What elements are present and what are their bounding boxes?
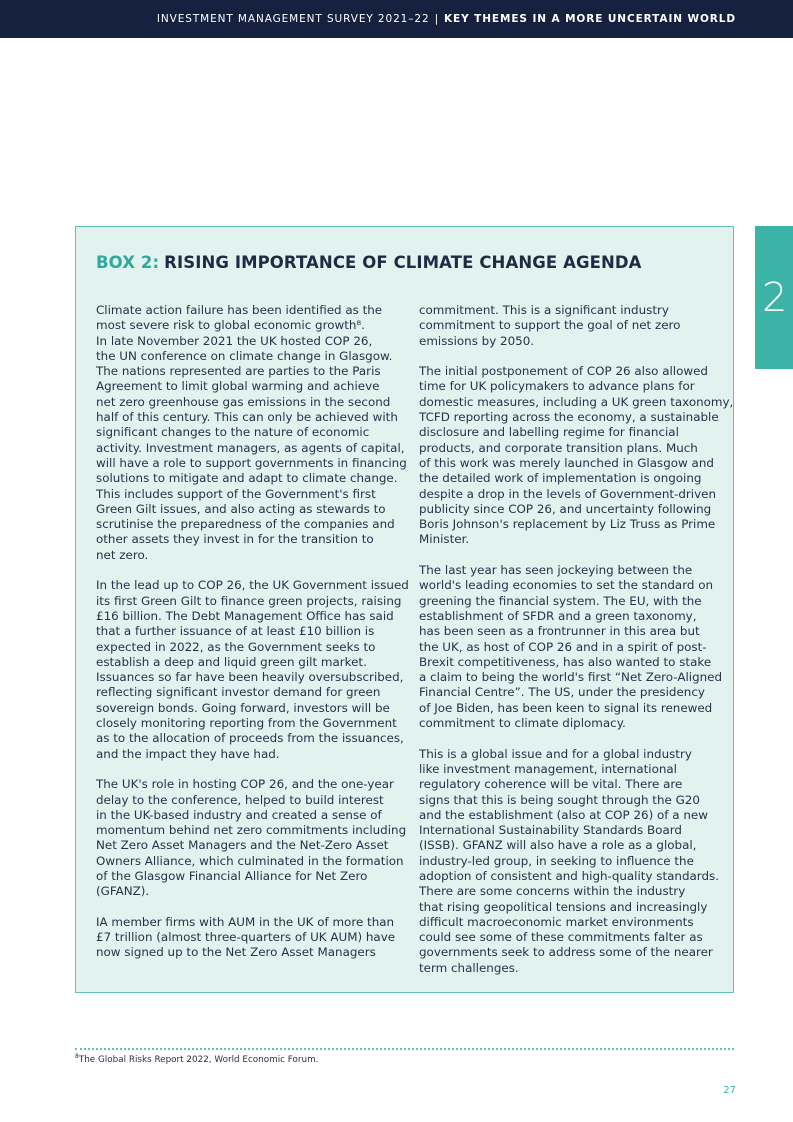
- left-column: [96, 303, 414, 976]
- text-line: expected in 2022, as the Government seeks to: [96, 639, 376, 654]
- text-line: This includes support of the Government's first: [96, 486, 376, 501]
- box-heading: RISING IMPORTANCE OF CLIMATE CHANGE AGENDA: [164, 253, 642, 272]
- text-line: the detailed work of implementation is ongoing: [419, 471, 702, 486]
- theme-title: KEY THEMES IN A MORE UNCERTAIN WORLD: [444, 13, 736, 25]
- text-line: a claim to being the world's first “Net Zero-Aligned: [419, 670, 723, 685]
- text-line: in the UK-based industry and created a sense of: [96, 807, 382, 822]
- text-line: IA member firms with AUM in the UK of more than: [96, 914, 395, 929]
- text-line: establish a deep and liquid green gilt market.: [96, 654, 367, 669]
- text-line: Issuances so far have been heavily oversubscribed,: [96, 670, 404, 685]
- text-line: sovereign bonds. Going forward, investors will be: [96, 700, 390, 715]
- text-line: The UK's role in hosting COP 26, and the one-year: [96, 777, 394, 792]
- right-column: [419, 303, 734, 991]
- text-line: Green Gilt issues, and also acting as stewards to: [96, 501, 386, 516]
- text-line: its first Green Gilt to finance green projects, raising: [96, 593, 402, 608]
- text-line: most severe risk to global economic growth⁸.: [96, 318, 365, 333]
- text-line: governments seek to address some of the nearer: [419, 945, 713, 960]
- text-line: The nations represented are parties to the Paris: [96, 364, 381, 379]
- text-line: The last year has seen jockeying between the: [419, 563, 693, 578]
- text-line: emissions by 2050.: [419, 333, 535, 348]
- text-line: products, and corporate transition plans. Much: [419, 440, 698, 455]
- section-number: 2: [762, 275, 788, 321]
- text-line: greening the financial system. The EU, with the: [419, 593, 702, 608]
- text-line: There are some concerns within the industry: [419, 884, 686, 899]
- text-line: now signed up to the Net Zero Asset Managers: [96, 945, 376, 960]
- text-line: (GFANZ).: [96, 884, 150, 899]
- text-line: net zero greenhouse gas emissions in the second: [96, 394, 391, 409]
- text-line: industry-led group, in seeking to influence the: [419, 853, 694, 868]
- text-line: TCFD reporting across the economy, a sustainable: [419, 410, 719, 425]
- text-line: like investment management, international: [419, 761, 677, 776]
- text-line: commitment. This is a significant industry: [419, 303, 669, 317]
- text-line: Brexit competitiveness, has also wanted to stake: [419, 654, 712, 669]
- text-line: as to the allocation of proceeds from the issuances,: [96, 731, 404, 746]
- paragraph: [419, 364, 734, 548]
- footnote-marker: 8: [75, 1053, 79, 1060]
- box-title: [96, 253, 642, 272]
- footnote: [75, 1053, 318, 1065]
- paragraph: [96, 777, 414, 899]
- text-line: of this work was merely launched in Glasgow and: [419, 455, 714, 470]
- survey-title: INVESTMENT MANAGEMENT SURVEY 2021–22: [156, 13, 430, 25]
- text-line: time for UK policymakers to advance plans for: [419, 379, 695, 394]
- text-line: and the impact they have had.: [96, 746, 280, 761]
- text-line: adoption of consistent and high-quality standards.: [419, 868, 719, 883]
- text-line: significant changes to the nature of economic: [96, 425, 370, 440]
- text-line: the UK, as host of COP 26 and in a spirit of post-: [419, 639, 707, 654]
- paragraph: [96, 303, 414, 563]
- running-header: [157, 13, 736, 25]
- text-line: commitment to support the goal of net zero: [419, 318, 681, 333]
- text-line: signs that this is being sought through the G20: [419, 792, 700, 807]
- text-line: commitment to climate diplomacy.: [419, 716, 626, 731]
- box-label: BOX 2:: [96, 253, 160, 272]
- text-line: Financial Centre”. The US, under the presidency: [419, 685, 705, 700]
- text-line: activity. Investment managers, as agents of capital,: [96, 440, 405, 455]
- header-separator: |: [434, 13, 440, 25]
- text-line: solutions to mitigate and adapt to climate change.: [96, 471, 398, 486]
- text-line: This is a global issue and for a global industry: [419, 746, 692, 761]
- text-line: will have a role to support governments in financing: [96, 455, 407, 470]
- footnote-text: The Global Risks Report 2022, World Economic Forum.: [78, 1054, 319, 1065]
- text-line: that a further issuance of at least £10 billion is: [96, 624, 375, 639]
- text-line: domestic measures, including a UK green taxonomy,: [419, 394, 734, 409]
- paragraph: [96, 578, 414, 762]
- text-line: momentum behind net zero commitments including: [96, 823, 407, 838]
- text-line: Agreement to limit global warming and achieve: [96, 379, 380, 394]
- text-line: establishment of SFDR and a green taxonomy,: [419, 608, 697, 623]
- text-line: the UN conference on climate change in Glasgow.: [96, 348, 393, 363]
- page-header-bar: [0, 0, 793, 38]
- paragraph: [419, 747, 729, 976]
- text-line: closely monitoring reporting from the Government: [96, 716, 397, 731]
- text-line: International Sustainability Standards Board: [419, 823, 682, 838]
- text-line: half of this century. This can only be achieved with: [96, 410, 398, 425]
- footnote-divider: [75, 1048, 734, 1050]
- text-line: of Joe Biden, has been keen to signal its renewed: [419, 700, 713, 715]
- text-line: In the lead up to COP 26, the UK Government issued: [96, 578, 409, 593]
- text-line: scrutinise the preparedness of the companies and: [96, 517, 395, 532]
- text-line: The initial postponement of COP 26 also allowed: [419, 364, 708, 379]
- text-line: In late November 2021 the UK hosted COP 26,: [96, 333, 373, 348]
- text-line: that rising geopolitical tensions and increasingly: [419, 899, 708, 914]
- text-line: net zero.: [96, 547, 149, 562]
- text-line: Climate action failure has been identified as the: [96, 303, 383, 317]
- text-line: Net Zero Asset Managers and the Net-Zero Asset: [96, 838, 389, 853]
- text-line: despite a drop in the levels of Government-driven: [419, 486, 716, 501]
- text-line: (ISSB). GFANZ will also have a role as a global,: [419, 838, 697, 853]
- text-line: Owners Alliance, which culminated in the formation: [96, 853, 404, 868]
- text-line: has been seen as a frontrunner in this area but: [419, 624, 700, 639]
- text-line: reflecting significant investor demand for green: [96, 685, 381, 700]
- text-line: £16 billion. The Debt Management Office has said: [96, 608, 394, 623]
- text-line: £7 trillion (almost three-quarters of UK AUM) have: [96, 930, 396, 945]
- text-line: publicity since COP 26, and uncertainty following: [419, 501, 712, 516]
- text-line: delay to the conference, helped to build interest: [96, 792, 384, 807]
- text-line: Boris Johnson's replacement by Liz Truss as Prime: [419, 517, 716, 532]
- text-line: world's leading economies to set the standard on: [419, 578, 714, 593]
- section-tab: [755, 226, 793, 369]
- paragraph: [419, 563, 729, 731]
- text-line: regulatory coherence will be vital. There are: [419, 777, 683, 792]
- text-line: could see some of these commitments falter as: [419, 930, 703, 945]
- text-line: Minister.: [419, 532, 470, 547]
- text-line: of the Glasgow Financial Alliance for Net Zero: [96, 868, 368, 883]
- text-line: other assets they invest in for the transition to: [96, 532, 374, 547]
- text-line: term challenges.: [419, 960, 519, 975]
- text-line: disclosure and labelling regime for financial: [419, 425, 679, 440]
- text-line: difficult macroeconomic market environments: [419, 914, 694, 929]
- paragraph: [96, 915, 414, 961]
- page-number: 27: [723, 1085, 736, 1096]
- text-line: and the establishment (also at COP 26) of a new: [419, 807, 708, 822]
- paragraph: [419, 303, 729, 349]
- box-2-panel: [75, 226, 734, 993]
